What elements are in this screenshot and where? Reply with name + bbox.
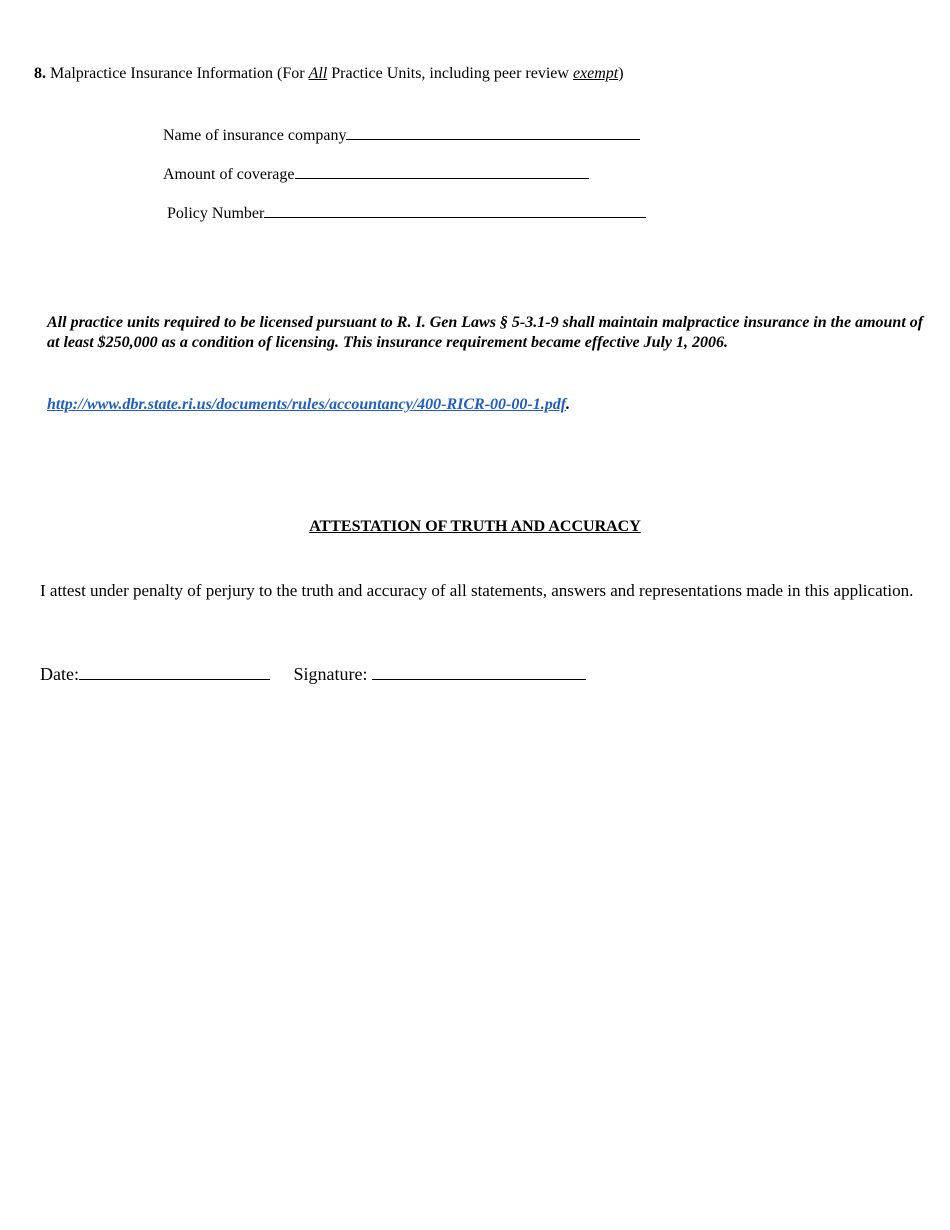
signature-input[interactable] [372,662,586,680]
signature-row [40,662,586,685]
section-number: 8. [34,65,46,82]
section-title-pre: Malpractice Insurance Information (For [50,65,309,82]
attestation-statement: I attest under penalty of perjury to the truth and accuracy of all statements, answers and representations made in this application. [40,581,914,600]
section-title-mid: Practice Units, including peer review [327,65,573,82]
signature-label: Signature: [293,664,368,684]
malpractice-notice: All practice units required to be licensed pursuant to R. I. Gen Laws § 5-3.1-9 shall maintain malpractice insurance in the amount of at least $250,000 as a condition of licensing. This insurance requirement became effective July 1, 2006. [47,314,924,351]
policy-number-label: Policy Number [167,205,265,222]
policy-number-input[interactable] [264,202,646,218]
insurance-company-label: Name of insurance company [163,127,347,144]
regulation-link[interactable]: http://www.dbr.state.ri.us/documents/rules/accountancy/400-RICR-00-00-1.pdf [47,396,567,413]
insurance-company-input[interactable] [346,124,640,140]
policy-number-field [167,202,646,224]
regulation-link-row [47,395,570,415]
date-label: Date: [40,664,79,684]
coverage-amount-label: Amount of coverage [163,166,295,183]
coverage-amount-field [163,163,589,185]
section-heading [34,64,624,84]
section-title-exempt: exempt [572,65,619,82]
section-title-all: All [308,65,328,82]
attestation-title: ATTESTATION OF TRUTH AND ACCURACY [309,518,641,535]
coverage-amount-input[interactable] [295,163,589,179]
regulation-link-period: . [566,396,571,413]
section-title-post: ) [618,65,624,82]
date-input[interactable] [79,662,270,680]
insurance-company-field [163,124,640,146]
